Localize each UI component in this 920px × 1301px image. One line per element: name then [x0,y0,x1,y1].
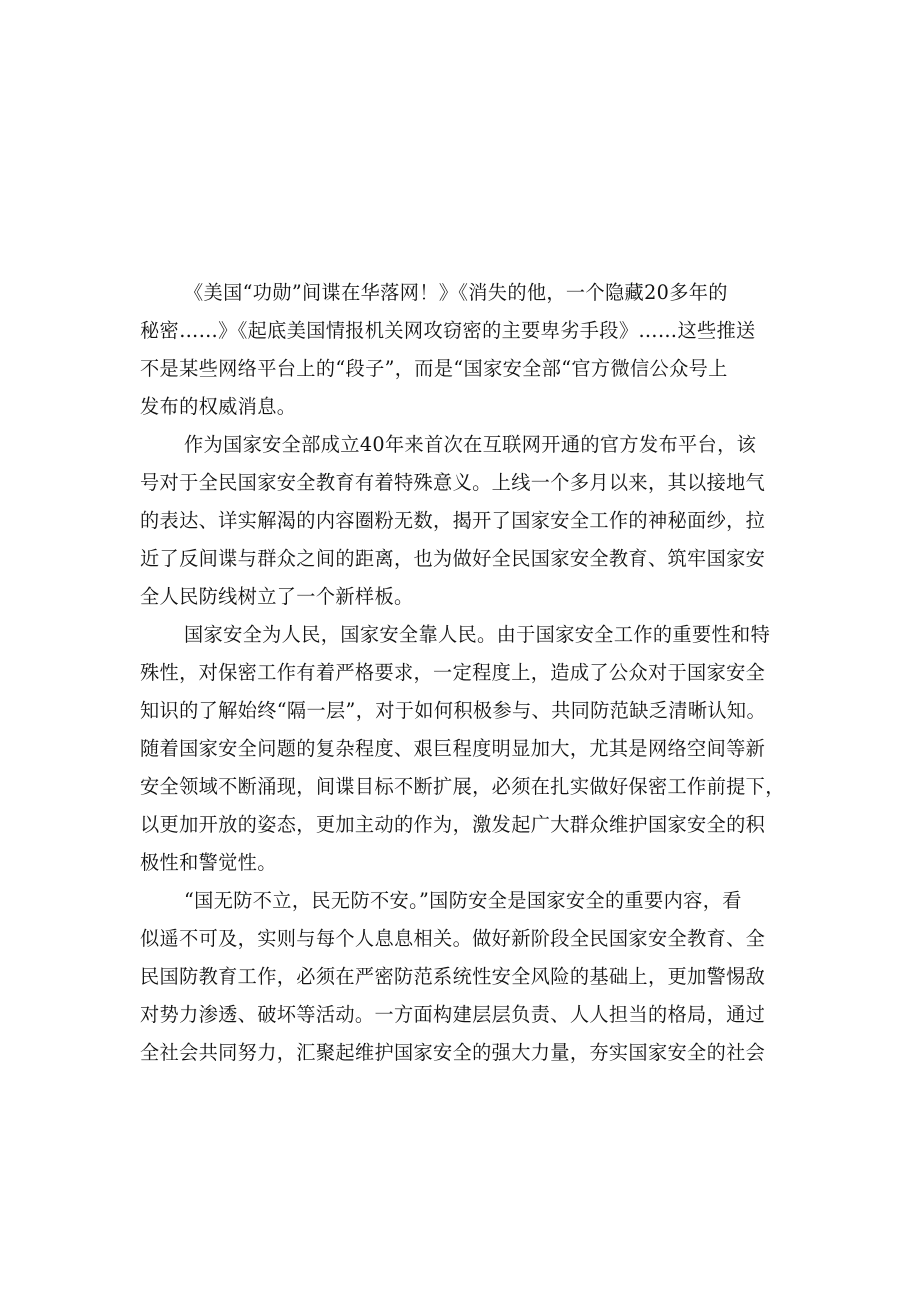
paragraph-line: 不是某些网络平台上的“段子”，而是“国家安全部“官方微信公众号上 [140,357,728,380]
paragraph-line: 知识的了解始终“隔一层”，对于如何积极参与、共同防范缺乏清晰认知。 [140,699,766,722]
paragraph-line: 近了反间谍与群众之间的距离，也为做好全民国家安全教育、筑牢国家安 [140,547,766,570]
paragraph-line: 民国防教育工作，必须在严密防范系统性安全风险的基础上，更加警惕敌 [140,965,766,988]
paragraph-1 [140,274,794,426]
paragraph-line: 似遥不可及，实则与每个人息息相关。做好新阶段全民国家安全教育、全 [140,927,766,950]
paragraph-line: 全人民防线树立了一个新样板。 [140,585,414,608]
paragraph-line: 发布的权威消息。 [140,395,297,418]
paragraph-line: 的表达、详实解渴的内容圈粉无数，揭开了国家安全工作的神秘面纱，拉 [140,509,766,532]
paragraph-line: 殊性，对保密工作有着严格要求，一定程度上，造成了公众对于国家安全 [140,661,766,684]
paragraph-2 [140,426,794,616]
paragraph-line: “国无防不立，民无防不安。”国防安全是国家安全的重要内容，看 [184,889,742,912]
paragraph-line: 《美国“功勋”间谍在华落网！》《消失的他，一个隐藏20多年的 [184,281,728,304]
paragraph-line: 极性和警觉性。 [140,851,277,874]
paragraph-line: 国家安全为人民，国家安全靠人民。由于国家安全工作的重要性和特 [184,623,771,646]
paragraph-3 [140,616,794,882]
article-body [140,274,794,1072]
paragraph-line: 号对于全民国家安全教育有着特殊意义。上线一个多月以来，其以接地气 [140,471,766,494]
paragraph-line: 全社会共同努力，汇聚起维护国家安全的强大力量，夯实国家安全的社会 [140,1041,766,1064]
paragraph-line: 作为国家安全部成立40年来首次在互联网开通的官方发布平台，该 [184,433,757,456]
paragraph-line: 以更加开放的姿态，更加主动的作为，激发起广大群众维护国家安全的积 [140,813,766,836]
paragraph-line: 安全领域不断涌现，间谍目标不断扩展，必须在扎实做好保密工作前提下， [140,775,785,798]
paragraph-4 [140,882,794,1072]
paragraph-line: 对势力渗透、破坏等活动。一方面构建层层负责、人人担当的格局，通过 [140,1003,766,1026]
paragraph-line: 秘密……》《起底美国情报机关网攻窃密的主要卑劣手段》……这些推送 [140,319,756,342]
paragraph-line: 随着国家安全问题的复杂程度、艰巨程度明显加大，尤其是网络空间等新 [140,737,766,760]
